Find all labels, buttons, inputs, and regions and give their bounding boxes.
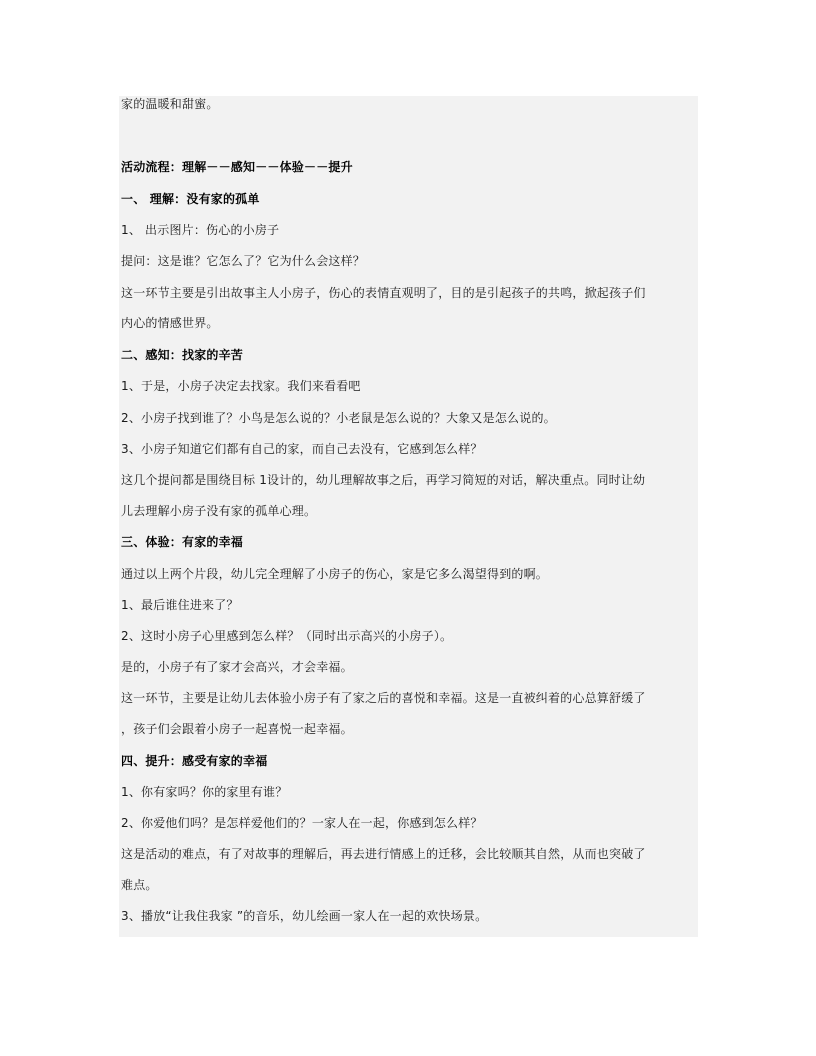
text-line: ，孩子们会跟着小房子一起喜悦一起幸福。 [121, 722, 353, 736]
section-heading-2: 二、感知：找家的辛苦 [121, 348, 244, 362]
text-line: 1、你有家吗？你的家里有谁？ [121, 785, 288, 799]
text-line: 这几个提问都是围绕目标 1设计的，幼儿理解故事之后，再学习简短的对话，解决重点。同时让幼 [121, 473, 646, 487]
text-line: 是的，小房子有了家才会高兴，才会幸福。 [121, 660, 353, 674]
text-line: 2、小房子找到谁了？小鸟是怎么说的？小老鼠是怎么说的？大象又是怎么说的。 [121, 411, 556, 425]
text-line: 内心的情感世界。 [121, 316, 219, 330]
text-line: 1、 出示图片：伤心的小房子 [121, 223, 280, 237]
text-line: 2、你爱他们吗？是怎样爱他们的？一家人在一起，你感到怎么样？ [121, 816, 483, 830]
text-line: 1、最后谁住进来了？ [121, 598, 239, 612]
text-line: 这一环节，主要是让幼儿去体验小房子有了家之后的喜悦和幸福。这是一直被纠着的心总算舒缓了 [121, 691, 646, 705]
text-line: 3、小房子知道它们都有自己的家，而自己去没有，它感到怎么样？ [121, 442, 483, 456]
document-content [119, 96, 698, 937]
text-line: 儿去理解小房子没有家的孤单心理。 [121, 504, 317, 518]
text-line: 通过以上两个片段，幼儿完全理解了小房子的伤心，家是它多么渴望得到的啊。 [121, 567, 549, 581]
text-line: 1、于是，小房子决定去找家。我们来看看吧 [121, 379, 361, 393]
section-heading-1: 一、 理解：没有家的孤单 [121, 192, 260, 206]
text-line: 这一环节主要是引出故事主人小房子，伤心的表情直观明了，目的是引起孩子的共鸣，掀起孩子们 [121, 286, 646, 300]
text-line: 3、播放“让我住我家 ”的音乐，幼儿绘画一家人在一起的欢快场景。 [121, 909, 488, 923]
section-heading-3: 三、体验：有家的幸福 [121, 535, 244, 549]
section-heading-4: 四、提升：感受有家的幸福 [121, 754, 268, 768]
text-line: 提问：这是谁？它怎么了？它为什么会这样？ [121, 254, 366, 268]
text-line: 家的温暖和甜蜜。 [121, 97, 219, 111]
text-line: 2、这时小房子心里感到怎么样？（同时出示高兴的小房子）。 [121, 629, 453, 643]
flow-heading: 活动流程：理解－－感知－－体验－－提升 [121, 160, 353, 174]
text-line: 这是活动的难点，有了对故事的理解后，再去进行情感上的迁移，会比较顺其自然，从而也突破了 [121, 847, 646, 861]
text-line: 难点。 [121, 878, 158, 892]
